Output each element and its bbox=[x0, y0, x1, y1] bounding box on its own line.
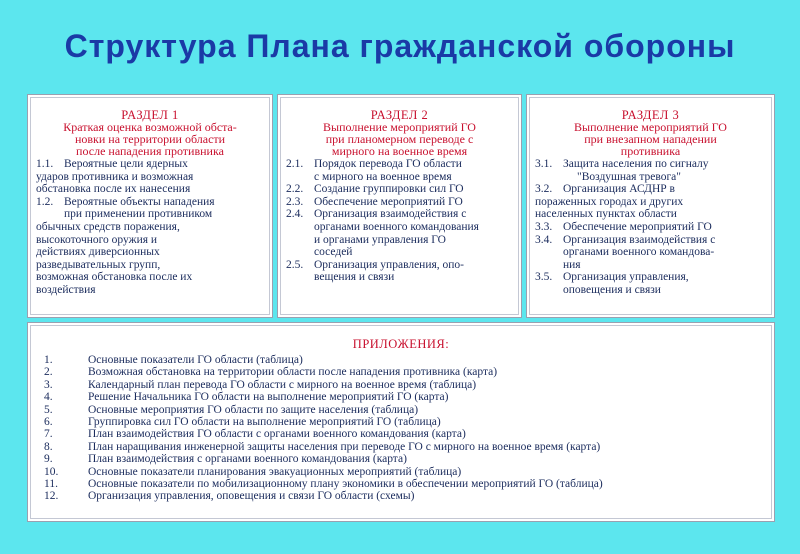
item-text-line: Организация взаимодействия с bbox=[314, 208, 467, 221]
appendix-item-text: План наращивания инженерной защиты населения при переводе ГО с мирного на военное время (карта) bbox=[88, 440, 601, 453]
section-item bbox=[286, 259, 513, 284]
section-1-subtitle-line: Краткая оценка возможной обстa- bbox=[63, 120, 237, 134]
item-text-line: обычных средств поражения, bbox=[36, 220, 180, 233]
section-3-panel bbox=[526, 94, 775, 318]
item-text-line: воздействия bbox=[36, 283, 96, 296]
appendix-item-number: 1. bbox=[44, 354, 53, 366]
item-text-line: пораженных городах и других bbox=[535, 195, 684, 208]
item-number: 2.4. bbox=[286, 208, 304, 221]
appendix-item-text: План взаимодействия ГО области с органами военного командования (карта) bbox=[88, 428, 466, 441]
appendix-item-number: 12. bbox=[44, 490, 59, 503]
item-text-line: Обеспечение мероприятий ГО bbox=[563, 220, 712, 233]
item-text-line: Организация АСДНР в bbox=[563, 183, 675, 196]
item-text-line: Организация взаимодействия с bbox=[563, 233, 716, 246]
section-item bbox=[535, 158, 766, 183]
appendix-item-text: План взаимодействия с органами военного командования (карта) bbox=[88, 453, 407, 466]
section-2-header bbox=[286, 109, 513, 157]
item-text-line: возможная обстановка после их bbox=[36, 271, 193, 284]
appendix-item-text: Группировка сил ГО области на выполнение мероприятий ГО (таблица) bbox=[88, 416, 441, 429]
appendix-item bbox=[28, 490, 774, 502]
appendix-item-text: Основные показатели планирования эвакуационных мероприятий (таблица) bbox=[88, 465, 462, 478]
section-item bbox=[36, 196, 264, 221]
section-2-subtitle-line: при планомерном переводе с bbox=[325, 132, 474, 146]
item-text-line: соседей bbox=[314, 246, 353, 259]
appendix-item-text: Решение Начальника ГО области на выполнение мероприятий ГО (карта) bbox=[88, 391, 449, 404]
section-item bbox=[286, 158, 513, 183]
appendix-item bbox=[28, 416, 774, 428]
section-2-subtitle-line: мирного на военное время bbox=[331, 144, 468, 158]
appendix-item bbox=[28, 466, 774, 478]
section-item bbox=[286, 183, 513, 196]
item-number: 3.1. bbox=[535, 158, 553, 170]
appendix-item-number: 4. bbox=[44, 391, 53, 404]
item-text-line: оповещения и связи bbox=[563, 283, 661, 296]
item-text-line: Вероятные объекты нападения bbox=[64, 195, 215, 208]
appendix-item-number: 11. bbox=[44, 478, 58, 491]
appendix-item-text: Организация управления, оповещения и связи ГО области (схемы) bbox=[88, 490, 415, 503]
appendix-item-text: Возможная обстановка на территории области после нападения противника (карта) bbox=[88, 366, 498, 379]
appendix-item bbox=[28, 428, 774, 440]
item-number: 3.3. bbox=[535, 220, 553, 233]
section-item bbox=[286, 208, 513, 258]
section-3-subtitle-line: противника bbox=[620, 144, 681, 158]
item-number: 1.2. bbox=[36, 195, 54, 208]
item-number: 3.5. bbox=[535, 271, 553, 284]
appendix-panel bbox=[27, 322, 775, 522]
item-number: 3.2. bbox=[535, 183, 553, 196]
section-item bbox=[535, 183, 766, 196]
appendix-item-text: Основные мероприятия ГО области по защите населения (таблица) bbox=[88, 403, 419, 416]
item-text-line: ударов противника и возможная bbox=[36, 170, 194, 183]
appendix-item bbox=[28, 391, 774, 403]
section-1-panel bbox=[27, 94, 273, 318]
section-item bbox=[535, 234, 766, 272]
appendix-item bbox=[28, 354, 774, 366]
section-1-header bbox=[36, 109, 264, 157]
item-text-line: действиях диверсионных bbox=[36, 246, 160, 259]
appendix-item bbox=[28, 366, 774, 378]
appendix-item-text: Основные показатели ГО области (таблица) bbox=[88, 354, 303, 366]
section-3-heading: РАЗДЕЛ 3 bbox=[621, 108, 680, 122]
item-text-line: органами военного командования bbox=[314, 220, 479, 233]
appendix-item bbox=[28, 404, 774, 416]
item-text-line: Обеспечение мероприятий ГО bbox=[314, 195, 463, 208]
appendix-item-number: 8. bbox=[44, 440, 53, 453]
appendix-item bbox=[28, 453, 774, 465]
item-text-line: Организация управления, опо- bbox=[314, 258, 465, 271]
item-text-line: органами военного командова- bbox=[563, 246, 715, 259]
appendix-list bbox=[28, 354, 774, 503]
item-text-line: "Воздушная тревога" bbox=[577, 170, 681, 183]
section-3-header bbox=[535, 109, 766, 157]
appendix-item-text: Календарный план перевода ГО области с мирного на военное время (таблица) bbox=[88, 378, 477, 391]
item-text-line: и органами управления ГО bbox=[314, 233, 446, 246]
item-text-line: Вероятные цели ядерных bbox=[64, 158, 188, 170]
item-text-line: населенных пунктах области bbox=[535, 208, 677, 221]
section-item bbox=[535, 221, 766, 234]
item-text-line: Защита населения по сигналу bbox=[563, 158, 709, 170]
appendix-item bbox=[28, 478, 774, 490]
item-text-line: Создание группировки сил ГО bbox=[314, 183, 464, 196]
item-text-line: Порядок перевода ГО области bbox=[314, 158, 462, 170]
appendix-item-number: 3. bbox=[44, 378, 53, 391]
appendix-item-number: 5. bbox=[44, 403, 53, 416]
item-text-line: разведывательных групп, bbox=[36, 258, 161, 271]
item-number: 2.3. bbox=[286, 195, 304, 208]
section-3-subtitle-line: Выполнение мероприятий ГО bbox=[574, 120, 727, 134]
section-2-panel bbox=[277, 94, 522, 318]
item-text-line: с мирного на военное время bbox=[314, 170, 452, 183]
item-text-line: вещения и связи bbox=[314, 271, 395, 284]
item-text-line: высокоточного оружия и bbox=[36, 233, 158, 246]
page-title: Структура Плана гражданской обороны bbox=[64, 28, 736, 64]
appendix-item bbox=[28, 441, 774, 453]
item-text-line: Организация управления, bbox=[563, 271, 689, 284]
section-item bbox=[286, 196, 513, 209]
appendix-item-number: 7. bbox=[44, 428, 53, 441]
section-1-subtitle-line: новки на территории области bbox=[74, 132, 226, 146]
appendix-item-number: 6. bbox=[44, 416, 53, 429]
item-text-line: обстановка после их нанесения bbox=[36, 183, 191, 196]
item-number: 1.1. bbox=[36, 158, 54, 170]
section-1-heading: РАЗДЕЛ 1 bbox=[121, 108, 179, 122]
item-text-line: ния bbox=[563, 258, 581, 271]
section-2-heading: РАЗДЕЛ 2 bbox=[370, 108, 429, 122]
section-item bbox=[36, 158, 264, 171]
section-1-subtitle-line: после нападения противника bbox=[76, 144, 224, 158]
section-3-subtitle-line: при внезапном нападении bbox=[584, 132, 717, 146]
item-number: 2.5. bbox=[286, 258, 304, 271]
appendix-item bbox=[28, 379, 774, 391]
appendix-heading: ПРИЛОЖЕНИЯ: bbox=[352, 337, 450, 351]
appendix-item-number: 9. bbox=[44, 453, 53, 466]
item-text-line: при применении противником bbox=[64, 208, 213, 221]
item-number: 3.4. bbox=[535, 233, 553, 246]
appendix-item-number: 2. bbox=[44, 366, 53, 379]
appendix-item-text: Основные показатели по мобилизационному плану экономики в обеспечении мероприятий ГО (таблица) bbox=[88, 478, 603, 491]
section-item bbox=[535, 271, 766, 296]
item-number: 2.1. bbox=[286, 158, 304, 170]
appendix-item-number: 10. bbox=[44, 465, 59, 478]
section-2-subtitle-line: Выполнение мероприятий ГО bbox=[323, 120, 476, 134]
item-number: 2.2. bbox=[286, 183, 304, 196]
